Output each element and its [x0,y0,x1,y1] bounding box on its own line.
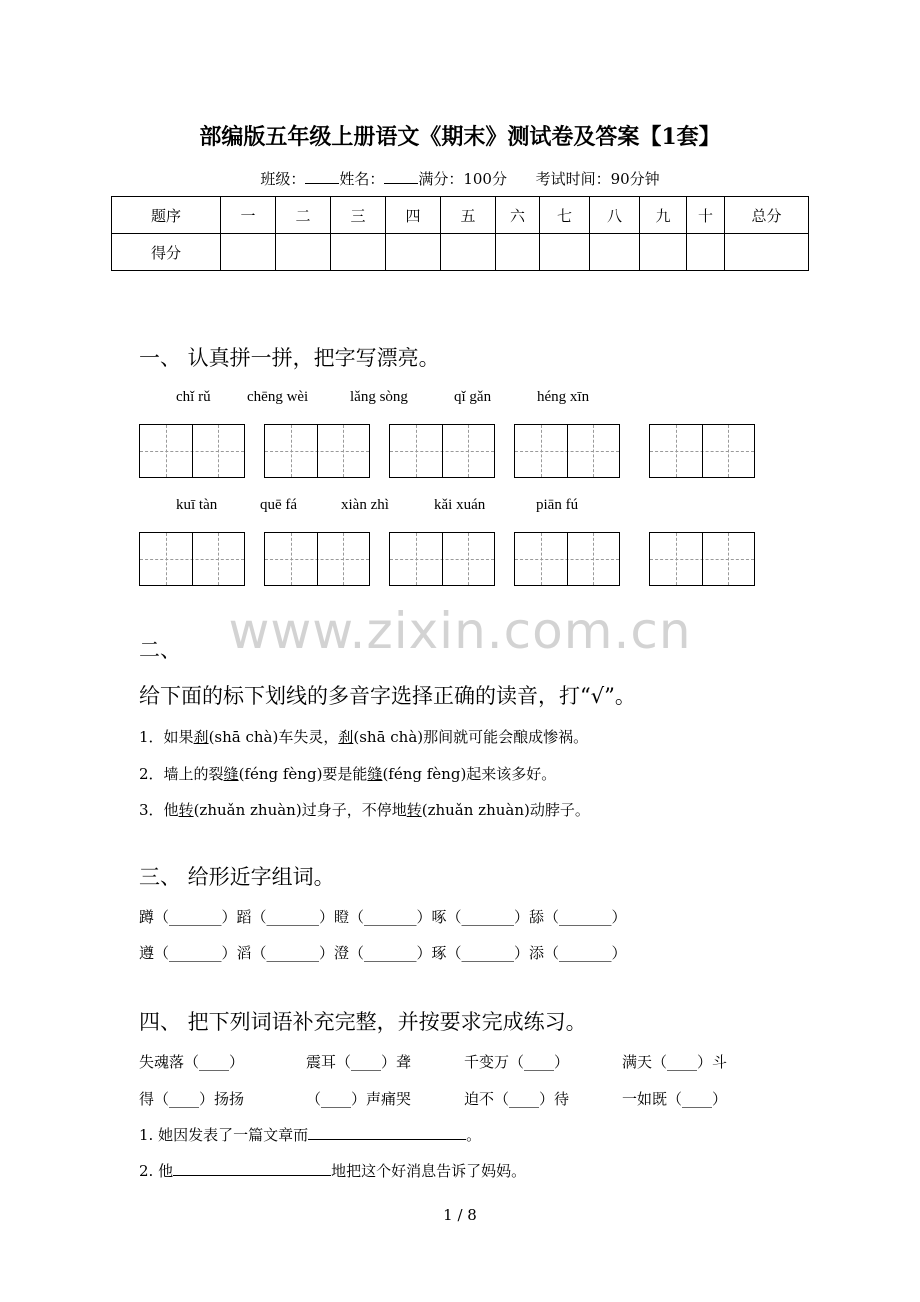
pinyin-label: quē fá [260,497,298,513]
underlined-char: 刹 [193,728,209,746]
writing-grid[interactable] [264,532,370,586]
writing-grid[interactable] [649,424,755,478]
question-2-3: 3．他转(zhuǎn zhuàn)过身子，不停地转(zhuǎn zhuàn)动脖子。 [139,801,590,819]
header-cell: 九 [640,197,687,234]
header-cell: 六 [496,197,540,234]
header-cell: 七 [540,197,590,234]
idiom-item: 满天（____）斗 [622,1053,728,1071]
answer-blank[interactable] [308,1125,466,1140]
sentence-question-1: 1. 她因发表了一篇文章而 。 [139,1126,482,1144]
answer-blank[interactable] [173,1161,331,1176]
pinyin-label: kuī tàn [176,497,218,513]
header-cell: 四 [386,197,441,234]
word-group-row: 遵（_______）滔（_______）澄（_______）琢（_______）添（_______） [139,944,627,962]
writing-grid[interactable] [514,424,620,478]
full-score: 满分：100分 [418,170,507,188]
score-cell[interactable] [386,234,441,271]
underlined-char: 转 [406,801,422,819]
pinyin-label: qǐ gǎn [454,389,492,405]
idiom-item: 一如既（____） [622,1090,728,1108]
section3-title: 三、 给形近字组词。 [139,865,335,889]
score-cell[interactable] [540,234,590,271]
score-cell[interactable] [276,234,331,271]
section4-title: 四、 把下列词语补充完整，并按要求完成练习。 [139,1010,587,1034]
idiom-item: 得（____）扬扬 [139,1090,245,1108]
sentence-question-2: 2. 他 地把这个好消息告诉了妈妈。 [139,1162,527,1180]
header-cell: 十 [687,197,725,234]
header-cell: 一 [221,197,276,234]
class-label: 班级： [260,170,306,188]
pinyin-label: héng xīn [537,389,590,405]
question-2-2: 2．墙上的裂缝(féng fèng)要是能缝(féng fèng)起来该多好。 [139,765,557,783]
header-cell: 题序 [112,197,221,234]
question-2-1: 1．如果刹(shā chà)车失灵，刹(shā chà)那间就可能会酿成惨祸。 [139,728,589,746]
underlined-char: 转 [178,801,194,819]
header-cell: 八 [590,197,640,234]
class-blank [305,169,339,184]
score-cell[interactable] [590,234,640,271]
writing-grid[interactable] [649,532,755,586]
pinyin-label: piān fú [536,497,579,513]
page-number: 1 / 8 [443,1206,477,1224]
section1-title: 一、 认真拼一拼，把字写漂亮。 [139,346,440,370]
header-cell: 三 [331,197,386,234]
score-table-header-row [112,197,809,234]
section2-subtitle: 给下面的标下划线的多音字选择正确的读音，打“√”。 [139,684,636,708]
name-blank [384,169,418,184]
score-cell[interactable] [725,234,809,271]
underlined-char: 缝 [223,765,239,783]
page-title: 部编版五年级上册语文《期末》测试卷及答案【1套】 [199,124,721,150]
word-group-row: 蹲（_______）蹈（_______）瞪（_______）啄（_______）舔（_______） [139,908,627,926]
header-cell: 二 [276,197,331,234]
watermark: www.zixin.com.cn [228,602,692,660]
writing-grid[interactable] [139,532,245,586]
exam-time: 考试时间：90分钟 [535,170,660,188]
section2-title: 二、 [139,638,181,662]
writing-grid[interactable] [139,424,245,478]
pinyin-label: lǎng sòng [350,389,408,405]
score-cell[interactable] [441,234,496,271]
score-table-score-row [112,234,809,271]
header-cell: 总分 [725,197,809,234]
score-cell[interactable] [331,234,386,271]
pinyin-label: chēng wèi [247,389,309,405]
idiom-item: 迫不（____）待 [464,1090,570,1108]
header-cell: 五 [441,197,496,234]
writing-grid[interactable] [389,424,495,478]
writing-grid[interactable] [389,532,495,586]
idiom-item: （____）声痛哭 [306,1090,412,1108]
score-cell[interactable] [640,234,687,271]
score-cell[interactable] [221,234,276,271]
score-table [111,196,809,271]
exam-info [0,168,920,189]
idiom-item: 震耳（____）聋 [306,1053,412,1071]
name-label: 姓名： [339,170,385,188]
writing-grid[interactable] [264,424,370,478]
idiom-item: 千变万（____） [464,1053,570,1071]
score-row-label: 得分 [112,234,221,271]
writing-grid[interactable] [514,532,620,586]
underlined-char: 缝 [367,765,383,783]
pinyin-label: kǎi xuán [434,497,486,513]
score-cell[interactable] [496,234,540,271]
idiom-item: 失魂落（____） [139,1053,245,1071]
underlined-char: 刹 [338,728,354,746]
pinyin-label: xiàn zhì [341,497,389,513]
score-cell[interactable] [687,234,725,271]
pinyin-label: chǐ rǔ [176,389,211,405]
